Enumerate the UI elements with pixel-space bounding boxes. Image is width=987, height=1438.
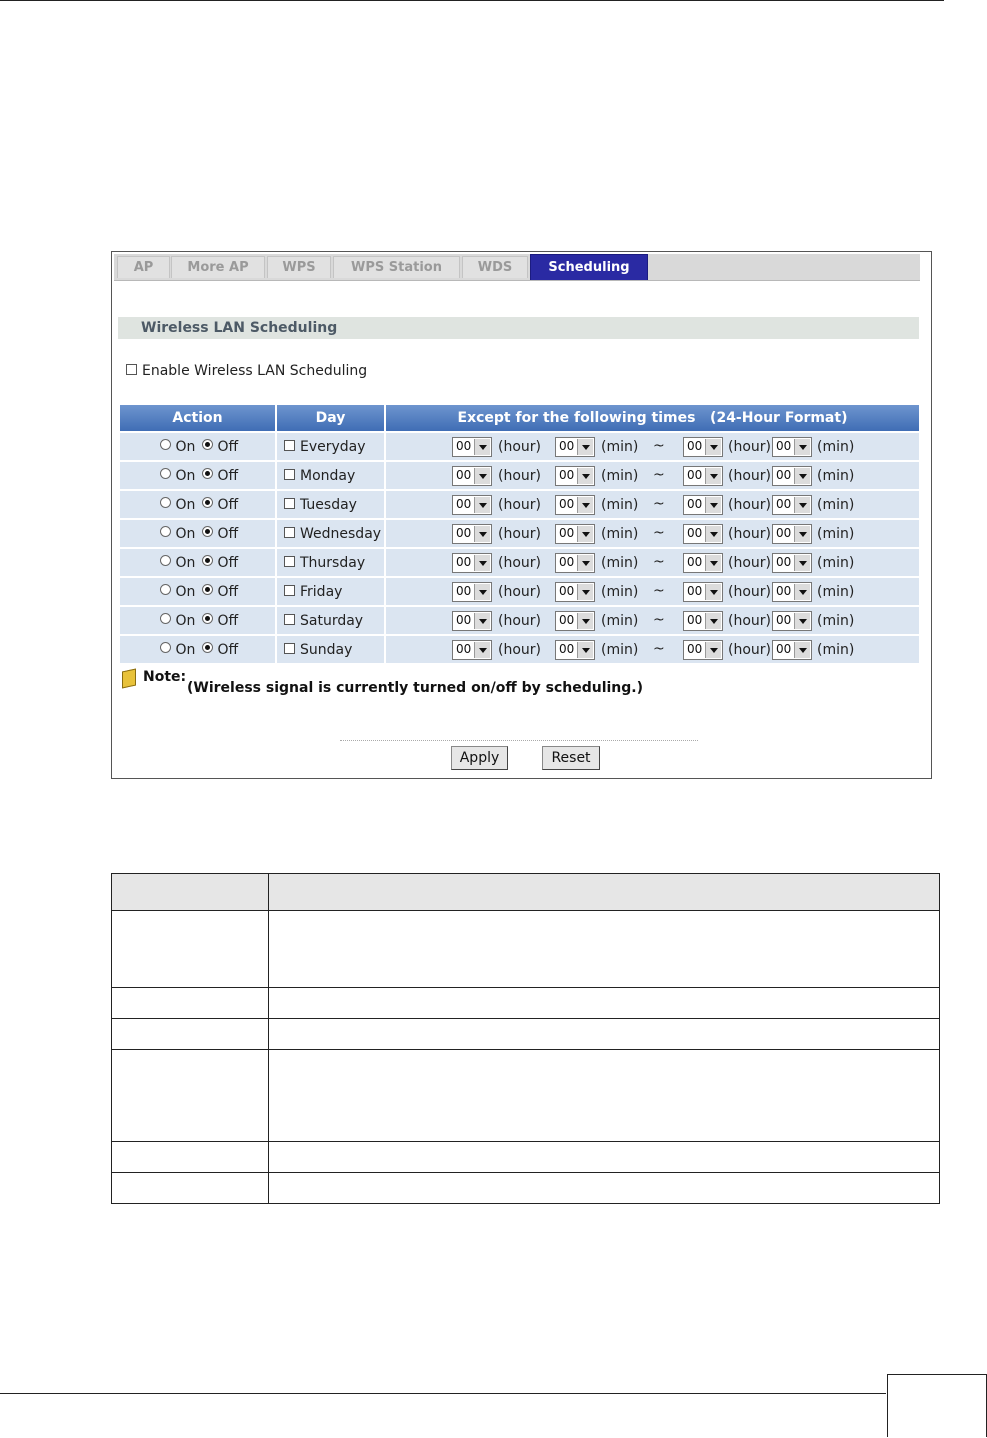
action-off-radio[interactable] xyxy=(202,584,213,595)
start-min-select-value: 00 xyxy=(559,526,575,540)
table-row xyxy=(112,988,940,1019)
min-unit: (min) xyxy=(817,555,855,571)
enable-scheduling-option[interactable] xyxy=(126,363,367,379)
chevron-down-icon[interactable] xyxy=(705,584,721,600)
end-min-select-value: 00 xyxy=(776,555,792,569)
start-hour-select[interactable] xyxy=(452,437,492,457)
chevron-down-icon[interactable] xyxy=(577,613,593,629)
chevron-down-icon[interactable] xyxy=(794,555,810,571)
day-label: Monday xyxy=(300,468,356,484)
section-title: Wireless LAN Scheduling xyxy=(118,317,919,339)
start-hour-select[interactable] xyxy=(452,495,492,515)
min-unit: (min) xyxy=(601,584,639,600)
start-hour-select-value: 00 xyxy=(456,439,472,453)
day-label: Saturday xyxy=(300,613,364,629)
start-hour-select[interactable] xyxy=(452,524,492,544)
min-unit: (min) xyxy=(601,613,639,629)
day-checkbox[interactable] xyxy=(284,556,295,567)
action-cell xyxy=(120,607,275,634)
range-separator: ~ xyxy=(653,583,665,599)
range-separator: ~ xyxy=(653,554,665,570)
day-checkbox[interactable] xyxy=(284,440,295,451)
action-on-option[interactable] xyxy=(160,613,195,629)
day-label: Everyday xyxy=(300,439,366,455)
hour-unit: (hour) xyxy=(498,613,541,629)
start-min-select[interactable] xyxy=(555,611,595,631)
action-cell xyxy=(120,491,275,518)
day-checkbox[interactable] xyxy=(284,498,295,509)
action-on-label: On xyxy=(175,584,196,600)
action-on-label: On xyxy=(175,468,196,484)
action-on-radio[interactable] xyxy=(160,555,171,566)
min-unit: (min) xyxy=(817,526,855,542)
tab-wps[interactable]: WPS xyxy=(267,256,331,278)
range-separator: ~ xyxy=(653,612,665,628)
start-hour-select[interactable] xyxy=(452,553,492,573)
table-row xyxy=(112,1142,940,1173)
end-min-select[interactable] xyxy=(772,437,812,457)
day-cell xyxy=(277,491,384,518)
end-hour-select-value: 00 xyxy=(687,584,703,598)
hour-unit: (hour) xyxy=(498,497,541,513)
end-min-select-value: 00 xyxy=(776,642,792,656)
range-separator: ~ xyxy=(653,641,665,657)
end-min-select[interactable] xyxy=(772,640,812,660)
end-min-select[interactable] xyxy=(772,495,812,515)
day-option[interactable] xyxy=(284,497,357,513)
min-unit: (min) xyxy=(817,613,855,629)
chevron-down-icon[interactable] xyxy=(794,526,810,542)
chevron-down-icon[interactable] xyxy=(705,613,721,629)
range-separator: ~ xyxy=(653,525,665,541)
action-off-radio[interactable] xyxy=(202,526,213,537)
end-hour-select-value: 00 xyxy=(687,555,703,569)
start-min-select-value: 00 xyxy=(559,439,575,453)
chevron-down-icon[interactable] xyxy=(794,613,810,629)
end-hour-select[interactable] xyxy=(683,640,723,660)
start-min-select[interactable] xyxy=(555,553,595,573)
day-option[interactable] xyxy=(284,439,366,455)
table-row xyxy=(120,520,919,547)
action-off-label: Off xyxy=(217,468,239,484)
chevron-down-icon[interactable] xyxy=(705,439,721,455)
end-hour-select-value: 00 xyxy=(687,642,703,656)
tab-bar xyxy=(114,254,920,281)
chevron-down-icon[interactable] xyxy=(577,526,593,542)
action-off-option[interactable] xyxy=(202,584,238,600)
action-cell xyxy=(120,433,275,460)
chevron-down-icon[interactable] xyxy=(474,497,490,513)
note-text: (Wireless signal is currently turned on/off by scheduling.) xyxy=(187,680,644,696)
hour-unit: (hour) xyxy=(728,584,771,600)
action-on-radio[interactable] xyxy=(160,526,171,537)
chevron-down-icon[interactable] xyxy=(705,526,721,542)
end-min-select-value: 00 xyxy=(776,613,792,627)
table-row xyxy=(120,636,919,663)
page-bottom-rule xyxy=(0,1393,886,1394)
start-hour-select-value: 00 xyxy=(456,468,472,482)
enable-scheduling-checkbox[interactable] xyxy=(126,364,137,375)
action-on-option[interactable] xyxy=(160,497,195,513)
note-label: Note: xyxy=(143,669,187,685)
action-off-option[interactable] xyxy=(202,439,238,455)
time-cell xyxy=(386,433,919,460)
action-off-label: Off xyxy=(217,526,239,542)
time-cell xyxy=(386,578,919,605)
chevron-down-icon[interactable] xyxy=(474,526,490,542)
header-times: Except for the following times (24-Hour Format) xyxy=(386,405,919,431)
chevron-down-icon[interactable] xyxy=(794,642,810,658)
start-min-select[interactable] xyxy=(555,524,595,544)
end-hour-select[interactable] xyxy=(683,582,723,602)
description-table xyxy=(111,873,940,1204)
end-min-select[interactable] xyxy=(772,553,812,573)
start-min-select-value: 00 xyxy=(559,584,575,598)
action-on-option[interactable] xyxy=(160,468,195,484)
day-label: Thursday xyxy=(300,555,366,571)
day-option[interactable] xyxy=(284,555,365,571)
start-hour-select-value: 00 xyxy=(456,642,472,656)
apply-button[interactable]: Apply xyxy=(451,746,508,770)
start-min-select[interactable] xyxy=(555,466,595,486)
day-label: Friday xyxy=(300,584,343,600)
hour-unit: (hour) xyxy=(498,584,541,600)
tab-scheduling[interactable]: Scheduling xyxy=(530,254,648,280)
min-unit: (min) xyxy=(601,439,639,455)
end-hour-select[interactable] xyxy=(683,495,723,515)
hour-unit: (hour) xyxy=(498,468,541,484)
hour-unit: (hour) xyxy=(728,555,771,571)
min-unit: (min) xyxy=(601,468,639,484)
day-checkbox[interactable] xyxy=(284,585,295,596)
action-on-radio[interactable] xyxy=(160,439,171,450)
tab-wps-station[interactable]: WPS Station xyxy=(333,256,460,278)
action-on-radio[interactable] xyxy=(160,613,171,624)
action-off-option[interactable] xyxy=(202,613,238,629)
start-min-select[interactable] xyxy=(555,437,595,457)
start-min-select[interactable] xyxy=(555,582,595,602)
end-hour-select[interactable] xyxy=(683,524,723,544)
action-on-label: On xyxy=(175,439,196,455)
end-hour-select[interactable] xyxy=(683,466,723,486)
action-on-option[interactable] xyxy=(160,439,195,455)
tab-more-ap[interactable]: More AP xyxy=(171,256,265,278)
day-option[interactable] xyxy=(284,584,342,600)
table-row xyxy=(112,1050,940,1142)
day-cell xyxy=(277,549,384,576)
header-action: Action xyxy=(120,405,275,431)
action-on-label: On xyxy=(175,497,196,513)
chevron-down-icon[interactable] xyxy=(794,584,810,600)
hour-unit: (hour) xyxy=(498,439,541,455)
day-checkbox[interactable] xyxy=(284,469,295,480)
action-cell xyxy=(120,520,275,547)
start-hour-select[interactable] xyxy=(452,466,492,486)
note-book-icon xyxy=(122,669,136,689)
scheduling-screen xyxy=(111,251,932,779)
table-row xyxy=(120,433,919,460)
hour-unit: (hour) xyxy=(498,642,541,658)
action-off-option[interactable] xyxy=(202,555,238,571)
hour-unit: (hour) xyxy=(498,555,541,571)
start-min-select[interactable] xyxy=(555,495,595,515)
start-min-select-value: 00 xyxy=(559,613,575,627)
action-on-option[interactable] xyxy=(160,555,195,571)
start-hour-select-value: 00 xyxy=(456,613,472,627)
end-hour-select-value: 00 xyxy=(687,497,703,511)
table-row xyxy=(120,607,919,634)
chevron-down-icon[interactable] xyxy=(474,642,490,658)
min-unit: (min) xyxy=(601,526,639,542)
action-on-option[interactable] xyxy=(160,584,195,600)
tab-wds[interactable]: WDS xyxy=(462,256,528,278)
hour-unit: (hour) xyxy=(728,439,771,455)
hour-unit: (hour) xyxy=(728,613,771,629)
action-off-label: Off xyxy=(217,584,239,600)
action-off-radio[interactable] xyxy=(202,439,213,450)
table-row xyxy=(112,911,940,988)
start-hour-select-value: 00 xyxy=(456,497,472,511)
table-row xyxy=(112,1173,940,1204)
min-unit: (min) xyxy=(817,468,855,484)
day-label: Sunday xyxy=(300,642,353,658)
min-unit: (min) xyxy=(817,642,855,658)
action-on-radio[interactable] xyxy=(160,642,171,653)
chevron-down-icon[interactable] xyxy=(794,468,810,484)
chevron-down-icon[interactable] xyxy=(474,468,490,484)
hour-unit: (hour) xyxy=(728,526,771,542)
start-min-select-value: 00 xyxy=(559,642,575,656)
action-off-option[interactable] xyxy=(202,468,238,484)
action-on-radio[interactable] xyxy=(160,468,171,479)
end-hour-select-value: 00 xyxy=(687,468,703,482)
action-cell xyxy=(120,549,275,576)
end-hour-select[interactable] xyxy=(683,611,723,631)
divider xyxy=(340,740,698,741)
end-hour-select-value: 00 xyxy=(687,439,703,453)
start-hour-select-value: 00 xyxy=(456,526,472,540)
action-cell xyxy=(120,462,275,489)
start-hour-select-value: 00 xyxy=(456,555,472,569)
range-separator: ~ xyxy=(653,496,665,512)
day-label: Wednesday xyxy=(300,526,382,542)
action-on-radio[interactable] xyxy=(160,584,171,595)
action-off-radio[interactable] xyxy=(202,497,213,508)
action-cell xyxy=(120,636,275,663)
time-cell xyxy=(386,520,919,547)
table-row xyxy=(112,874,940,911)
chevron-down-icon[interactable] xyxy=(794,439,810,455)
end-min-select-value: 00 xyxy=(776,526,792,540)
day-cell xyxy=(277,520,384,547)
chevron-down-icon[interactable] xyxy=(705,642,721,658)
action-off-radio[interactable] xyxy=(202,468,213,479)
action-off-label: Off xyxy=(217,497,239,513)
range-separator: ~ xyxy=(653,467,665,483)
chevron-down-icon[interactable] xyxy=(577,555,593,571)
action-off-label: Off xyxy=(217,439,239,455)
chevron-down-icon[interactable] xyxy=(577,584,593,600)
table-row xyxy=(120,578,919,605)
action-off-radio[interactable] xyxy=(202,642,213,653)
chevron-down-icon[interactable] xyxy=(577,497,593,513)
action-off-label: Off xyxy=(217,555,239,571)
action-on-label: On xyxy=(175,555,196,571)
table-row xyxy=(112,1019,940,1050)
end-min-select[interactable] xyxy=(772,611,812,631)
end-hour-select-value: 00 xyxy=(687,526,703,540)
action-on-label: On xyxy=(175,526,196,542)
hour-unit: (hour) xyxy=(728,468,771,484)
end-hour-select[interactable] xyxy=(683,553,723,573)
time-cell xyxy=(386,607,919,634)
hour-unit: (hour) xyxy=(728,642,771,658)
chevron-down-icon[interactable] xyxy=(474,555,490,571)
time-cell xyxy=(386,462,919,489)
chevron-down-icon[interactable] xyxy=(705,555,721,571)
day-option[interactable] xyxy=(284,468,355,484)
chevron-down-icon[interactable] xyxy=(705,468,721,484)
chevron-down-icon[interactable] xyxy=(474,584,490,600)
hour-unit: (hour) xyxy=(728,497,771,513)
chevron-down-icon[interactable] xyxy=(577,642,593,658)
page-number-box xyxy=(887,1374,987,1437)
chevron-down-icon[interactable] xyxy=(474,613,490,629)
start-hour-select[interactable] xyxy=(452,640,492,660)
end-min-select-value: 00 xyxy=(776,439,792,453)
action-on-radio[interactable] xyxy=(160,497,171,508)
end-min-select[interactable] xyxy=(772,466,812,486)
action-off-option[interactable] xyxy=(202,642,238,658)
start-min-select-value: 00 xyxy=(559,555,575,569)
start-hour-select[interactable] xyxy=(452,611,492,631)
day-checkbox[interactable] xyxy=(284,643,295,654)
day-checkbox[interactable] xyxy=(284,527,295,538)
chevron-down-icon[interactable] xyxy=(577,468,593,484)
min-unit: (min) xyxy=(817,584,855,600)
action-off-option[interactable] xyxy=(202,526,238,542)
table-row xyxy=(120,549,919,576)
min-unit: (min) xyxy=(601,642,639,658)
time-cell xyxy=(386,549,919,576)
end-min-select-value: 00 xyxy=(776,497,792,511)
day-option[interactable] xyxy=(284,613,363,629)
start-min-select-value: 00 xyxy=(559,468,575,482)
table-row xyxy=(120,462,919,489)
table-row xyxy=(120,491,919,518)
range-separator: ~ xyxy=(653,438,665,454)
chevron-down-icon[interactable] xyxy=(577,439,593,455)
start-min-select-value: 00 xyxy=(559,497,575,511)
end-min-select-value: 00 xyxy=(776,468,792,482)
end-hour-select[interactable] xyxy=(683,437,723,457)
day-cell xyxy=(277,636,384,663)
min-unit: (min) xyxy=(601,555,639,571)
enable-scheduling-label: Enable Wireless LAN Scheduling xyxy=(142,363,368,379)
end-min-select[interactable] xyxy=(772,524,812,544)
tab-ap[interactable]: AP xyxy=(117,256,170,278)
time-cell xyxy=(386,636,919,663)
action-off-label: Off xyxy=(217,642,239,658)
action-off-radio[interactable] xyxy=(202,555,213,566)
day-cell xyxy=(277,607,384,634)
action-on-option[interactable] xyxy=(160,526,195,542)
start-min-select[interactable] xyxy=(555,640,595,660)
day-option[interactable] xyxy=(284,642,352,658)
action-on-label: On xyxy=(175,613,196,629)
action-on-option[interactable] xyxy=(160,642,195,658)
day-option[interactable] xyxy=(284,526,381,542)
action-on-label: On xyxy=(175,642,196,658)
day-cell xyxy=(277,462,384,489)
chevron-down-icon[interactable] xyxy=(705,497,721,513)
header-day: Day xyxy=(277,405,384,431)
day-cell xyxy=(277,578,384,605)
time-cell xyxy=(386,491,919,518)
end-min-select-value: 00 xyxy=(776,584,792,598)
action-off-radio[interactable] xyxy=(202,613,213,624)
min-unit: (min) xyxy=(817,497,855,513)
end-hour-select-value: 00 xyxy=(687,613,703,627)
action-off-option[interactable] xyxy=(202,497,238,513)
min-unit: (min) xyxy=(601,497,639,513)
action-cell xyxy=(120,578,275,605)
start-hour-select-value: 00 xyxy=(456,584,472,598)
page-top-rule xyxy=(0,0,944,1)
end-min-select[interactable] xyxy=(772,582,812,602)
day-checkbox[interactable] xyxy=(284,614,295,625)
reset-button[interactable]: Reset xyxy=(542,746,600,770)
day-label: Tuesday xyxy=(300,497,357,513)
hour-unit: (hour) xyxy=(498,526,541,542)
action-off-label: Off xyxy=(217,613,239,629)
min-unit: (min) xyxy=(817,439,855,455)
chevron-down-icon[interactable] xyxy=(794,497,810,513)
chevron-down-icon[interactable] xyxy=(474,439,490,455)
day-cell xyxy=(277,433,384,460)
start-hour-select[interactable] xyxy=(452,582,492,602)
